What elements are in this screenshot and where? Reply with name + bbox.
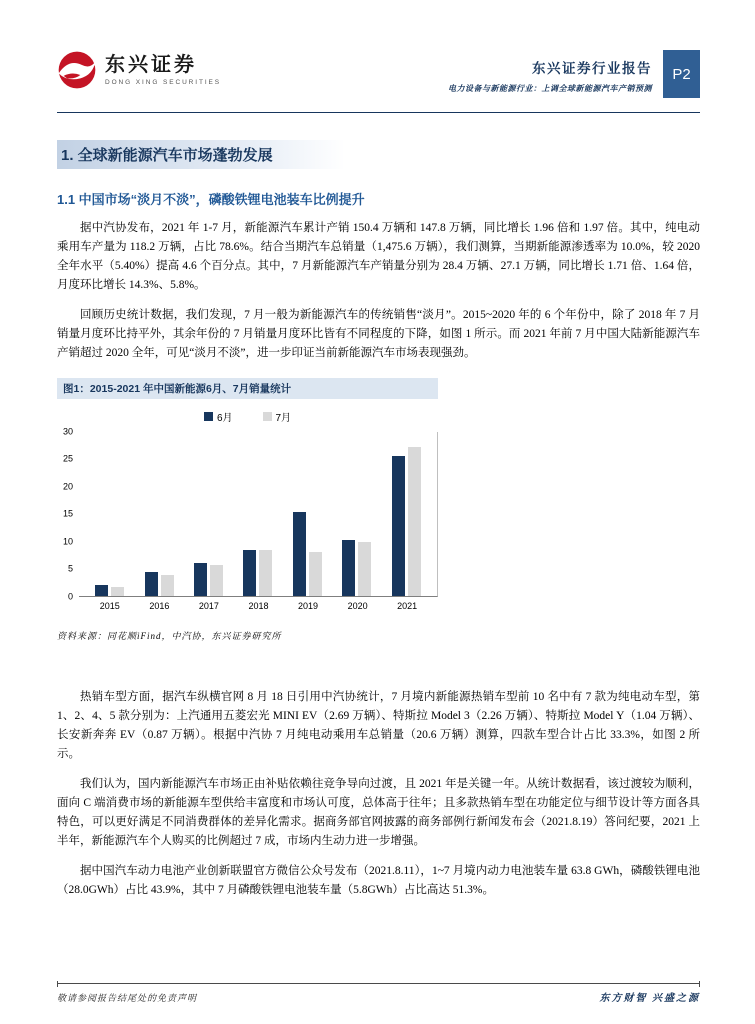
brand-name-en: DONG XING SECURITIES bbox=[105, 79, 222, 86]
report-header-meta bbox=[448, 57, 652, 94]
bar-6月-2017 bbox=[194, 563, 207, 595]
y-tick-label: 0 bbox=[67, 591, 73, 602]
bar-7月-2018 bbox=[259, 550, 272, 596]
footer-disclaimer: 敬请参阅报告结尾处的免责声明 bbox=[57, 993, 198, 1003]
bar-group-2018 bbox=[243, 432, 272, 596]
brand-text bbox=[105, 54, 221, 86]
bar-6月-2016 bbox=[145, 572, 158, 596]
chart-plot bbox=[57, 426, 438, 602]
figure-1 bbox=[57, 378, 438, 642]
x-tick-label: 2016 bbox=[149, 600, 170, 611]
paragraph: 据中国汽车动力电池产业创新联盟官方微信公众号发布（2021.8.11），1~7 月境内动力电池装车量 63.8 GWh，磷酸铁锂电池（28.0GWh）占比 43.9%，其中 7 月磷酸铁锂电池装车量（5.8GWh）占比高达 51.3%。 bbox=[57, 865, 700, 897]
y-tick-label: 10 bbox=[62, 536, 73, 547]
bar-group-2021 bbox=[392, 432, 421, 596]
brand-logo bbox=[57, 50, 221, 90]
bar-group-2015 bbox=[95, 432, 124, 596]
legend-item bbox=[263, 409, 292, 424]
page-number-badge: P2 bbox=[663, 50, 700, 98]
chart-y-axis bbox=[57, 426, 79, 602]
bar-7月-2015 bbox=[111, 587, 124, 596]
section-heading: 1. 全球新能源汽车市场蓬勃发展 bbox=[57, 140, 345, 169]
paragraph: 我们认为，国内新能源汽车市场正由补贴依赖往竞争导向过渡，且 2021 年是关键一年。从统计数据看，该过渡较为顺利，面向 C 端消费市场的新能源车型供给丰富度和市场认可度，总体高于往年；且多款热销车型在功能定位与细节设计等方面各具特色，可以更好满足不同消费群体的差异化需求。据商务部官网披露的商务部例行新闻发布会（2021.8.19）答问纪要，2021 上半年，新能源汽车个人购买的比例超过 7 成，市场内生动力进一步增强。 bbox=[57, 777, 700, 848]
x-tick-label: 2017 bbox=[198, 600, 219, 611]
bar-group-2020 bbox=[342, 432, 371, 596]
report-series-title: 东兴证券行业报告 bbox=[532, 61, 652, 76]
legend-label: 6月 bbox=[216, 412, 233, 424]
paragraph: 回顾历史统计数据，我们发现，7 月一般为新能源汽车的传统销售“淡月”。2015~2020 年的 6 个年份中，除了 2018 年 7 月销量月度环比持平外，其余年份的 7 月销量月度环比皆有不同程度的下降，如图 1 所示。而 2021 年前 7 月中国大陆新能源汽车产销超过 2020 全年，可见“淡月不淡”，进一步印证当前新能源汽车市场表现强劲。 bbox=[57, 309, 700, 360]
chart-legend bbox=[57, 409, 438, 424]
x-tick-label: 2018 bbox=[248, 600, 269, 611]
legend-label: 7月 bbox=[275, 412, 292, 424]
bar-7月-2020 bbox=[358, 542, 371, 596]
bar-6月-2018 bbox=[243, 550, 256, 596]
y-tick-label: 25 bbox=[62, 453, 73, 464]
bar-7月-2019 bbox=[309, 552, 322, 596]
brand-name-cn: 东兴证券 bbox=[105, 54, 197, 76]
bar-6月-2019 bbox=[293, 512, 306, 595]
y-tick-label: 5 bbox=[67, 563, 73, 574]
subsection-heading: 1.1 中国市场“淡月不淡”，磷酸铁锂电池装车比例提升 bbox=[57, 192, 365, 207]
figure-caption: 图1：2015-2021 年中国新能源6月、7月销量统计 bbox=[57, 378, 438, 399]
legend-swatch bbox=[263, 412, 272, 421]
bar-7月-2021 bbox=[408, 447, 421, 595]
report-body bbox=[57, 128, 700, 900]
chart-x-axis bbox=[79, 601, 438, 611]
x-tick-label: 2020 bbox=[347, 600, 368, 611]
y-tick-label: 30 bbox=[62, 426, 73, 437]
legend-item bbox=[204, 409, 233, 424]
figure-source: 资料来源：同花顺iFind，中汽协，东兴证券研究所 bbox=[57, 630, 282, 641]
paragraph: 据中汽协发布，2021 年 1-7 月，新能源汽车累计产销 150.4 万辆和 147.8 万辆，同比增长 1.96 倍和 1.97 倍。其中，纯电动乘用车产量为 118.2 万辆，占比 78.6%。结合当期汽车总销量（1,475.6 万辆），我们测算，当期新能源渗透率为 10.0%，较 2020 全年水平（5.40%）提高 4.6 个百分点。其中，7 月新能源汽车产销量分别为 28.4 万辆、27.1 万辆，同比增长 1.71 倍、1.64 倍，月度环比增长 14.3%、5.8%。 bbox=[57, 222, 700, 292]
header-divider bbox=[57, 112, 700, 113]
x-tick-label: 2021 bbox=[397, 600, 418, 611]
bar-group-2016 bbox=[145, 432, 174, 596]
bar-group-2017 bbox=[194, 432, 223, 596]
bar-7月-2016 bbox=[161, 575, 174, 596]
bar-6月-2015 bbox=[95, 585, 108, 596]
bar-7月-2017 bbox=[210, 565, 223, 596]
x-tick-label: 2015 bbox=[99, 600, 120, 611]
y-tick-label: 20 bbox=[62, 481, 73, 492]
bar-group-2019 bbox=[293, 432, 322, 596]
x-tick-label: 2019 bbox=[298, 600, 319, 611]
footer-divider bbox=[57, 983, 700, 984]
footer-slogan: 东方财智 兴盛之源 bbox=[599, 993, 700, 1004]
bar-chart bbox=[57, 409, 438, 611]
y-tick-label: 15 bbox=[62, 508, 73, 519]
legend-swatch bbox=[204, 412, 213, 421]
bar-6月-2020 bbox=[342, 540, 355, 596]
dongxing-logo-icon bbox=[57, 50, 97, 90]
bar-6月-2021 bbox=[392, 456, 405, 596]
paragraph: 热销车型方面，据汽车纵横官网 8 月 18 日引用中汽协统计，7 月境内新能源热销车型前 10 名中有 7 款为纯电动车型，第 1、2、4、5 款分别为：上汽通用五菱宏光 MINI EV（2.69 万辆）、特斯拉 Model 3（2.26 万辆）、特斯拉 Model Y（1.04 万辆）、长安新奔奔 EV（0.87 万辆）。根据中汽协 7 月纯电动乘用车总销量（20.6 万辆）测算，四款车型合计占比 33.3%，如图 2 所示。 bbox=[57, 690, 700, 760]
report-subtitle: 电力设备与新能源行业：上调全球新能源汽车产销预测 bbox=[448, 84, 652, 93]
chart-bars bbox=[79, 432, 438, 597]
